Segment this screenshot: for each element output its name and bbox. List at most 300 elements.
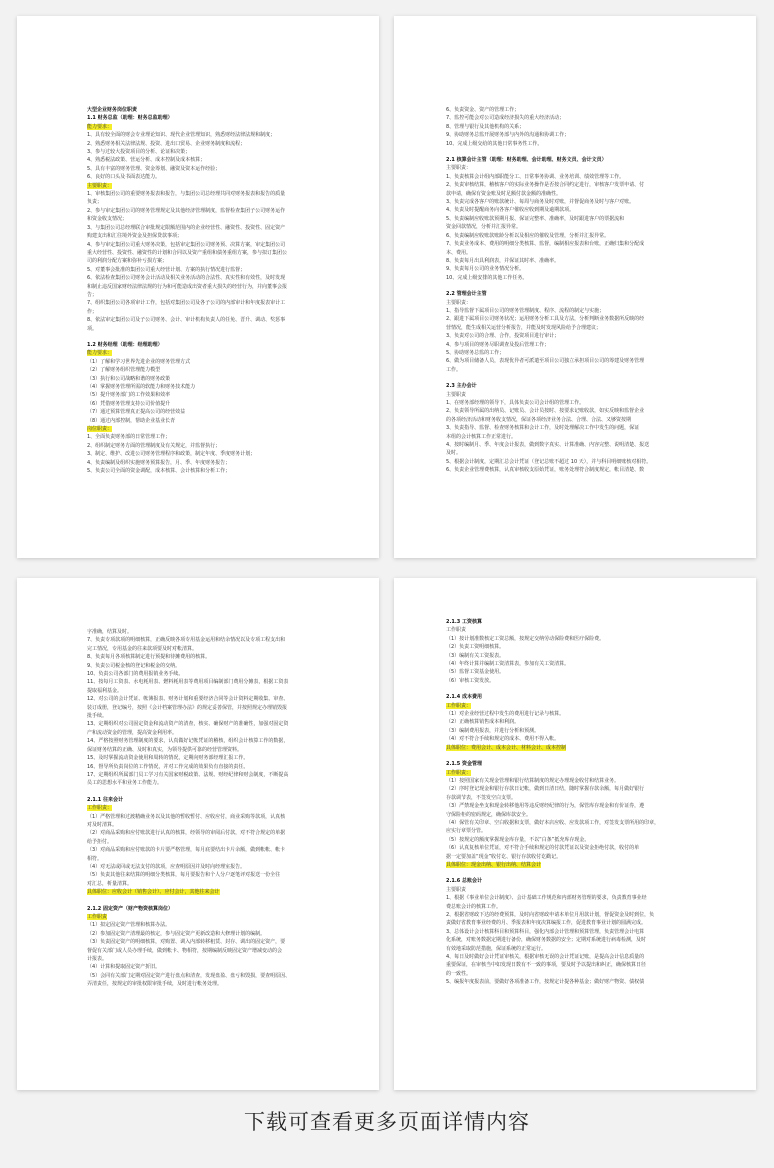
line-text: 提取福利基金。	[87, 687, 123, 694]
line-text: 9、协助财务总监开展财务部与内外的沟通和协调工作；	[446, 132, 570, 139]
text-line	[446, 114, 730, 122]
text-line	[87, 274, 353, 282]
text-line	[87, 358, 353, 366]
text-line	[446, 777, 730, 785]
line-text: 1、负责核算会计组内部职能分工、日常事务协调、业务培训、绩效管理等工作。	[446, 173, 625, 180]
text-line	[87, 408, 353, 416]
section-heading	[87, 106, 353, 114]
line-text: 存款调节表，不签发空白支票。	[446, 794, 517, 801]
line-text: 15、及时掌握流动资金使用和周转的情况，定期向财务部经理汇报工作。	[87, 755, 249, 762]
line-text: （1）拟定固定资产管理和核算办法。	[87, 922, 171, 929]
text-line	[87, 628, 353, 636]
text-line	[446, 424, 730, 432]
line-text: 督促有关部门或人员办理手续，做到帐卡、物相符，按期编制反映固定资产增减变动的会	[87, 947, 283, 954]
text-line	[446, 399, 730, 407]
line-text: 费总账会计的核算工作。	[446, 903, 502, 910]
text-line	[87, 729, 353, 737]
line-text: （3）编制有关工资报表。	[446, 652, 505, 659]
line-text: 10、完成上级交给的其他日常事务性工作。	[446, 140, 543, 147]
text-line	[446, 853, 730, 861]
text-line	[446, 341, 730, 349]
line-text: 1、具有较全面的财会专业理论知识、现代企业管理知识，熟悉财经法律法规和制度；	[87, 132, 276, 139]
line-text: 6、依法检查集团公司财务会计活动及相关业务活动的合法性、真实性和有效性，及时发现	[87, 275, 286, 282]
line-text: 主要职责：	[446, 299, 472, 306]
line-text: （3）执行和公司战略和谐的财务政策	[87, 375, 171, 382]
line-text: 4、负责编制及组织实施财务预算报告，月、季、年度财务报告；	[87, 459, 231, 466]
line-text: 2、负责领导所属的出纳员、记账员、会计员按时、按要求记账收款，如实反映和监督企业	[446, 408, 645, 415]
line-text: 大型企业财务岗位职责	[87, 107, 138, 113]
text-line	[87, 779, 353, 787]
line-text: 6、负责编制应收账款账龄分析以及相应的催收及管理，分析并汇报异常。	[446, 232, 610, 239]
text-line	[446, 466, 730, 474]
line-text: （1）了解和学习世界先进企业的财务管理方式	[87, 358, 191, 365]
line-text: 对及时清算。	[87, 821, 118, 828]
document-page-2	[394, 16, 756, 558]
line-text: 字准确，结算及时。	[87, 629, 133, 635]
line-text: 9、负责公司税金核的登记和税金的交纳。	[87, 662, 181, 669]
text-line	[446, 710, 730, 718]
text-line	[446, 802, 730, 810]
line-text: （3）负责固定资产的明细核算，对购置、调入内部转移租赁、封存、调出的固定资产，要	[87, 939, 286, 946]
text-line	[446, 702, 730, 710]
line-text: 的一致性。	[446, 970, 472, 977]
text-line	[446, 240, 730, 248]
highlighted-text: 岗位职责：	[87, 426, 113, 433]
line-text: 弄清责任，按规定的审批权限审批手续，及时进行帐务处理。	[87, 981, 223, 988]
text-line	[446, 206, 730, 214]
line-text: （5）负责其他往来结算的明细分类核算，每月要报告和个人分户逐笔评对报送一份全往	[87, 872, 281, 879]
text-line	[446, 978, 730, 986]
text-line	[87, 863, 353, 871]
line-text: （2）序时登记现金和银行存款日记帐，做到日清日结，随时掌握存款余额，每月做好银行	[446, 786, 645, 793]
line-text: 5、具有丰富的财务管理、资金筹划、融资及资本运作经验；	[87, 165, 221, 172]
text-line	[446, 190, 730, 198]
line-text: 2、跟进下属项目公司财务状况；运用财务分析工具及方法，分析判断业务数据所反映的经	[446, 316, 645, 323]
text-line	[446, 173, 730, 181]
line-text: 产和流动资金的管理，提高资金利用率。	[87, 729, 178, 736]
line-text: 司的利润分配方案和弥补亏损方案；	[87, 258, 168, 265]
line-text: 4、每日及时做好会计凭证审核关，根据审核无误的会计凭证记账，是提高会计信息质量的	[446, 954, 645, 961]
text-line	[446, 785, 730, 793]
text-line	[87, 636, 353, 644]
text-line	[446, 366, 730, 374]
line-text: 负责；	[87, 199, 103, 206]
highlighted-text: 工作职责：	[87, 805, 113, 812]
line-text: （1）按照国家有关现金管理和银行结算制度的规定办理现金收付和结算业务。	[446, 777, 620, 784]
text-line	[87, 763, 353, 771]
line-text: （5）监督工资基金使用。	[446, 669, 505, 676]
line-text: （2）了解财务组织管理能力模型	[87, 367, 161, 374]
text-line	[87, 249, 353, 257]
line-text: 5、编报年度报表前，要做好各项准备工作，按规定计提各种基金；做好财产物资、债权债	[446, 979, 645, 986]
text-line	[87, 417, 353, 425]
text-line	[87, 375, 353, 383]
highlighted-text: 工作职责：	[446, 769, 472, 776]
line-text: 1.2 财务经理（助理：经理助理）	[87, 341, 163, 348]
line-text: （4）对不符合手续和规定的成本、费用不得入帐。	[446, 736, 560, 743]
text-line	[87, 190, 353, 198]
text-line	[87, 467, 353, 475]
text-line	[446, 181, 730, 189]
text-line	[446, 794, 730, 802]
line-text: （2）负责工资明细核算。	[446, 644, 505, 651]
text-line	[87, 308, 353, 316]
text-line	[446, 131, 730, 139]
text-line	[446, 416, 730, 424]
text-line	[87, 316, 353, 324]
line-text: 化系统，对账务数据定期进行备份，确保财务数据的安全；定期对系统进行病毒检测，及时	[446, 937, 647, 944]
text-line	[87, 653, 353, 661]
line-text: 14、严格按照财务管理制度的要求，认真做好记帐凭证的稽核，组织会计核算工作的数据，	[87, 738, 289, 745]
line-text: （6）凭借财务管理支持公司价值提升	[87, 400, 171, 407]
text-line	[446, 449, 730, 457]
line-text: 17、定期组织所属部门员工学习有关国家财税政策、法规、财经纪律和财会制度，不断提高	[87, 771, 289, 778]
text-line	[87, 241, 353, 249]
line-text: 5、根据会计制度，定期汇总会计凭证（登记总账不超过 10 天），并与科目明细账核对相符。	[446, 458, 652, 465]
section-heading	[446, 618, 730, 626]
section-heading	[87, 796, 353, 804]
text-line	[446, 458, 730, 466]
line-text: 2.1.6 总账会计	[446, 878, 482, 885]
line-text: 7、负责专项款项的明细核算，正确反映各项专用基金运用和结余情况以及专项工程支出和	[87, 637, 286, 644]
line-text: 2.1.1 往来会计	[87, 796, 123, 803]
line-text: 2.3 主办会计	[446, 383, 477, 390]
line-text: 款申请，确保有资金账及时足额付款金额的准确性。	[446, 190, 562, 197]
line-text: 据一定要加盖“现金”收付讫、银行存款收付讫戳记。	[446, 853, 562, 860]
section-heading	[446, 382, 730, 390]
text-line	[446, 391, 730, 399]
text-line	[87, 930, 353, 938]
text-line	[87, 846, 353, 854]
text-line	[446, 919, 730, 927]
text-line	[446, 232, 730, 240]
text-line	[446, 106, 730, 114]
text-line	[87, 299, 353, 307]
section-heading	[446, 877, 730, 885]
line-text: 4、负责及时提醒商务向各客户催收应收到期及逾期款项。	[446, 207, 575, 214]
line-text: 6、良好的口头及书面表达能力。	[87, 174, 161, 181]
line-text: 10、完成上级安排的其他工作任务。	[446, 274, 528, 281]
line-text: 2、熟悉财务相关法律法规、投资、进出口贸易、企业财务制度和流程；	[87, 140, 246, 147]
text-line	[87, 746, 353, 754]
line-text: 及时。	[446, 450, 462, 457]
text-line	[87, 695, 353, 703]
line-text: （4）保管有关印章、空白收据和支票，做好本店应收、应发款项工作，对签发支票所用的印章，	[446, 819, 660, 826]
text-line	[87, 257, 353, 265]
text-line	[446, 911, 730, 919]
line-text: 2.1.3 工资核算	[446, 619, 482, 625]
line-text: 和制止违反国家财经法律法规的行为和可能造成出资者重大损失的经营行为，并向董事会报	[87, 283, 288, 290]
text-line	[446, 274, 730, 282]
text-line	[87, 131, 353, 139]
line-text: （1）按计划准数核定工资总额，按规定交纳劳动保险费和医疗保险费。	[446, 635, 605, 642]
text-line	[446, 198, 730, 206]
text-line	[87, 459, 353, 467]
line-text: 12、对公司的会计凭证、帐簿报表、财务计划和重要经济合同等会计资料定期收集、审查、	[87, 696, 289, 703]
line-text: 主要职责	[446, 391, 467, 398]
text-line	[87, 704, 353, 712]
line-text: 7、负责业务成本、费用的明细分类核算、监督，编制相应报表和台账，正确归集和分配成	[446, 241, 645, 248]
text-line	[446, 332, 730, 340]
text-line	[87, 880, 353, 888]
text-line	[87, 366, 353, 374]
text-line	[87, 400, 353, 408]
line-text: 6、做为项目储备人员，表现优异者可派遣至项目公司独立承担项目公司的筹建及财务管理	[446, 358, 645, 365]
line-text: （6）审核工资发放。	[446, 677, 495, 684]
highlighted-text: 具体职位：费用会计、成本会计、材料会计、成本控制	[446, 744, 567, 751]
text-line	[87, 938, 353, 946]
section-heading	[87, 905, 353, 913]
text-line	[87, 804, 353, 812]
line-text: 责做好省教育事业经费的月、季报表和年度决算编报工作，促进教育事业计划的圆满完成。	[446, 920, 647, 927]
text-line	[87, 871, 353, 879]
line-text: 重要保证，在审核当中如发现日数有不一致的事项，要及时予以提出和纠正，确保核算日径	[446, 962, 647, 969]
text-line	[87, 829, 353, 837]
line-text: 给予拒付。	[87, 838, 113, 845]
line-text: 2.1.2 固定资产（财产物资核算岗位）	[87, 905, 173, 912]
text-line	[87, 215, 353, 223]
text-line	[446, 626, 730, 634]
line-text: 主要职责：	[446, 165, 472, 172]
text-line	[87, 156, 353, 164]
line-text: 6、负责资金、资产的管理工作；	[446, 107, 520, 113]
line-text: 4、熟悉税法政策、营运分析、成本控制及成本核算；	[87, 157, 206, 164]
line-text: 营情况，能生成相关运营分析报告，并能及时发现风险给予合理建议；	[446, 324, 602, 331]
text-line	[446, 894, 730, 902]
text-line	[446, 307, 730, 315]
line-text: 8、负责每月出具利润表，并保证其时率、准确率。	[446, 257, 560, 264]
line-text: 本、费用。	[446, 249, 472, 256]
text-line	[87, 207, 353, 215]
line-text: 员工的思想水平和业务工作能力。	[87, 780, 163, 787]
text-line	[87, 148, 353, 156]
text-line	[446, 945, 730, 953]
line-text: 计报表。	[87, 956, 108, 963]
text-line	[87, 678, 353, 686]
text-line	[446, 324, 730, 332]
line-text: 5、对董事会批准的集团公司重大经营计划、方案的执行情况进行监督；	[87, 266, 246, 273]
line-text: 16、督导所负责岗位的工作情况，并对工作完成的效果负有直接的责任。	[87, 763, 249, 770]
line-text: （3）严禁现金坐支和现金转移他用等违反财经纪律的行为，保管库存现金和有价证券，遵	[446, 803, 645, 810]
line-text: 10、负责公司各部门的费用报销业务手续。	[87, 671, 184, 678]
line-text: 6、负责企业管理费核算，认真审核收支原始凭证，账务处理符合制度规定，帐目清楚、数	[446, 467, 645, 474]
line-text: （4）对无法或回或无法支付的款项，应查明原因并及时向经理室报告。	[87, 863, 246, 870]
text-line	[446, 727, 730, 735]
line-text: （4）年终计算并编制工资清算表，参加有关工资清算。	[446, 661, 570, 668]
text-line	[446, 928, 730, 936]
line-text: 资金回款情况，分析并汇报异常。	[446, 224, 522, 231]
line-text: 8、依法审定集团公司及子公司财务、会计、审计机构负责人的任免、晋升、调动、奖惩事	[87, 317, 286, 324]
text-line	[87, 433, 353, 441]
text-line	[87, 771, 353, 779]
text-line	[87, 972, 353, 980]
text-line	[446, 844, 730, 852]
text-line	[87, 645, 353, 653]
text-line	[446, 249, 730, 257]
line-text: 5、协助财务总监的工作；	[446, 349, 505, 356]
text-line	[446, 643, 730, 651]
highlighted-text: 能力要求：	[87, 123, 113, 130]
text-line	[87, 980, 353, 988]
line-text: 工作职责	[446, 627, 467, 634]
text-line	[446, 811, 730, 819]
text-line	[87, 266, 353, 274]
line-text: 4、参与项目的财务尽职调查及投后管理工作；	[446, 341, 550, 348]
line-text: 项。	[87, 325, 98, 332]
line-text: 2、根据省财政下达的经费预算，及时向省财政申请本单位月用款计划，督促资金及时到位，负	[446, 912, 655, 918]
line-text: （5）提升财务部门的工作效果和效率	[87, 392, 171, 399]
text-line	[87, 450, 353, 458]
section-heading	[446, 156, 730, 164]
section-heading	[446, 693, 730, 701]
text-line	[446, 357, 730, 365]
text-line	[87, 442, 353, 450]
text-line	[446, 769, 730, 777]
line-text: 2.1.4 成本费用	[446, 694, 482, 701]
line-text: （2）对商品采购和应付账款进行认真的核算，经领导的审阅后付款，对不符合规定的单据	[87, 830, 286, 837]
text-line	[87, 838, 353, 846]
document-page-3	[17, 578, 379, 1090]
line-text: 2.1.5 资金管理	[446, 761, 482, 768]
text-line	[87, 662, 353, 670]
text-line	[446, 349, 730, 357]
text-line	[446, 215, 730, 223]
highlighted-text: 具体职位：应收会计（销售会计）、应付会计，其他往来会计	[87, 889, 220, 896]
line-text: （2）正确核算销售成本和利润。	[446, 719, 520, 726]
line-text: （4）计算和提取固定资产折旧。	[87, 964, 161, 971]
line-text: 本组的会计核算工作正常进行。	[446, 433, 517, 440]
text-line	[87, 198, 353, 206]
text-line	[87, 963, 353, 971]
text-line	[87, 821, 353, 829]
text-line	[87, 737, 353, 745]
text-line	[446, 441, 730, 449]
text-line	[446, 827, 730, 835]
text-line	[87, 955, 353, 963]
line-text: 相符。	[87, 855, 103, 862]
text-line	[87, 325, 353, 333]
text-line	[446, 652, 730, 660]
line-text: 7、组织集团公司各项审计工作，包括对集团公司及各子公司的内部审计和年度报表审计工	[87, 300, 286, 307]
line-text: 1、审核集团公司的重要财务报表和报告，与集团公司总经理共同对财务报表和报告的质量	[87, 191, 286, 198]
text-line	[446, 861, 730, 869]
line-text: （3）编制费用报表，并进行分析和预测。	[446, 727, 540, 734]
highlighted-text: 工作职责	[87, 914, 108, 920]
line-text: 对汇总，析量清算。	[87, 880, 133, 887]
text-line	[87, 391, 353, 399]
text-line	[87, 232, 353, 240]
text-line	[87, 921, 353, 929]
text-line	[446, 886, 730, 894]
text-line	[87, 754, 353, 762]
text-line	[446, 299, 730, 307]
line-text: 的各项经济活动和财务收支情况，保证各项经济业务合法、合理、合法、又够资按期	[446, 416, 632, 423]
line-text: （1）对企业经营过程中发生的费用进行记录与核算。	[446, 711, 565, 718]
highlighted-text: 具体职位：现金出纳、银行出纳、结算会计	[446, 861, 542, 868]
line-text: 3、负责对公司的合理、合作，投资项目进行审计；	[446, 333, 560, 340]
line-text: 8、负责每月各项核算制定进行预提和待摊费用的核算。	[87, 654, 211, 661]
line-text: 保证财务结算的正确、及时和真实，为领导提供可靠的经营管理资料。	[87, 746, 243, 753]
line-text: 装订成册，登记编号，按照《会计档案管理办法》的规定妥善保管，并按照规定办理销毁报	[87, 704, 288, 711]
line-text: 5、负责公司全面的资金调配，成本核算、会计核算和分析工作；	[87, 468, 231, 475]
line-text: 1、根据《事业单位会计制度》、会计基础工作规范和内部财务管理的要求，负责教育事业经	[446, 895, 647, 902]
line-text: 应实行章票分管。	[446, 828, 487, 835]
text-line	[446, 677, 730, 685]
text-line	[87, 123, 353, 131]
line-text: （5）按规定的额度掌握现金库存量，不以“白条”抵充库存现金。	[446, 836, 590, 843]
text-line	[446, 668, 730, 676]
text-line	[446, 953, 730, 961]
text-line	[446, 819, 730, 827]
line-text: （4）掌握财务管理所需的软能力和财务技术能力	[87, 384, 196, 390]
text-line	[87, 283, 353, 291]
text-line	[87, 140, 353, 148]
line-text: 完工情况，专用基金的往来款项要及时对帐清算。	[87, 645, 198, 652]
text-line	[87, 720, 353, 728]
text-line	[446, 903, 730, 911]
text-line	[446, 635, 730, 643]
highlighted-text: 主要职责：	[87, 182, 113, 189]
line-text: 3、与集团公司总经理联合审批规定限额范围内的企业经营性、融资性、投资性、固定资产	[87, 224, 286, 231]
text-line	[446, 970, 730, 978]
line-text: 1.1 财务总监（助理：财务总监助理）	[87, 115, 173, 122]
text-line	[446, 718, 730, 726]
text-line	[87, 182, 353, 190]
text-line	[446, 433, 730, 441]
line-text: 4、按时编制月、季、年度会计报表，做到数字真实、计算准确、内容完整、说明清楚、报送	[446, 442, 650, 449]
text-line	[87, 173, 353, 181]
section-heading	[446, 760, 730, 768]
line-text: （3）对商品采购和应付账款的卡片要严格管理，每月底要结出卡片余额，做到帐帐、帐卡	[87, 847, 286, 854]
text-line	[446, 744, 730, 752]
document-page-4	[394, 578, 756, 1090]
line-text: 告；	[87, 291, 98, 298]
line-text: 2.1 核算会计主管（助理：财务助理、会计助理、财务文员、会计文员）	[446, 157, 607, 164]
line-text: 守保险柜的密码规定，确保库款安全。	[446, 811, 532, 818]
line-text: 重大经营性、投资性、融资性的计划和合同以及资产重组和债务重组方案，参与拟订集团公	[87, 249, 288, 256]
line-text: （5）会同有关部门定期对固定资产进行盘点和清查，发现盘盈、盘亏和毁损，要查明原因、	[87, 972, 291, 979]
text-line	[446, 223, 730, 231]
download-more-prompt[interactable]: 下载可查看更多页面详情内容	[244, 1110, 530, 1134]
text-line	[87, 712, 353, 720]
highlighted-text: 能力要求：	[87, 350, 113, 357]
line-text: 11、按每月工资表、水电耗用表、燃料耗用表等费用项目编制部门费用分摊表，根据工资表	[87, 679, 289, 686]
line-text: 4、参与审定集团公司重大财务决策，包括审定集团公司财务预、决算方案，审定集团公司	[87, 241, 286, 248]
line-text: 2、参与审定集团公司的财务管理规定及其他经济管理制度，监督检查集团子公司财务运作	[87, 207, 286, 214]
line-text: 9、负责每月公司的业务情况分析。	[446, 266, 525, 273]
line-text: 有效地采取防范措施，保证系统的正常运行。	[446, 945, 547, 952]
text-line	[87, 383, 353, 391]
line-text: 3、负责指导、监督、检查财务核算和会计工作，及时处理解决工作中发生的问题，保证	[446, 425, 640, 432]
text-line	[446, 123, 730, 131]
line-text: 工作。	[446, 366, 462, 373]
line-text: 2、组织制定财务方面的管理制度及有关规定，并监督执行；	[87, 442, 221, 449]
text-line	[446, 660, 730, 668]
text-line	[446, 257, 730, 265]
section-heading	[446, 290, 730, 298]
text-line	[87, 224, 353, 232]
text-line	[446, 836, 730, 844]
text-line	[446, 735, 730, 743]
line-text: 3、总体设计会计核算科目和预算科目，强化内部会计管理和预算管理，负责管理会计电算	[446, 928, 645, 935]
highlighted-text: 工作职责：	[446, 702, 472, 709]
text-line	[87, 291, 353, 299]
line-text: （2）参加固定资产清理最的核定，参与固定资产更新改造和大修理计划的编制。	[87, 930, 266, 937]
text-line	[446, 164, 730, 172]
text-line	[87, 349, 353, 357]
text-line	[87, 670, 353, 678]
text-line	[87, 888, 353, 896]
